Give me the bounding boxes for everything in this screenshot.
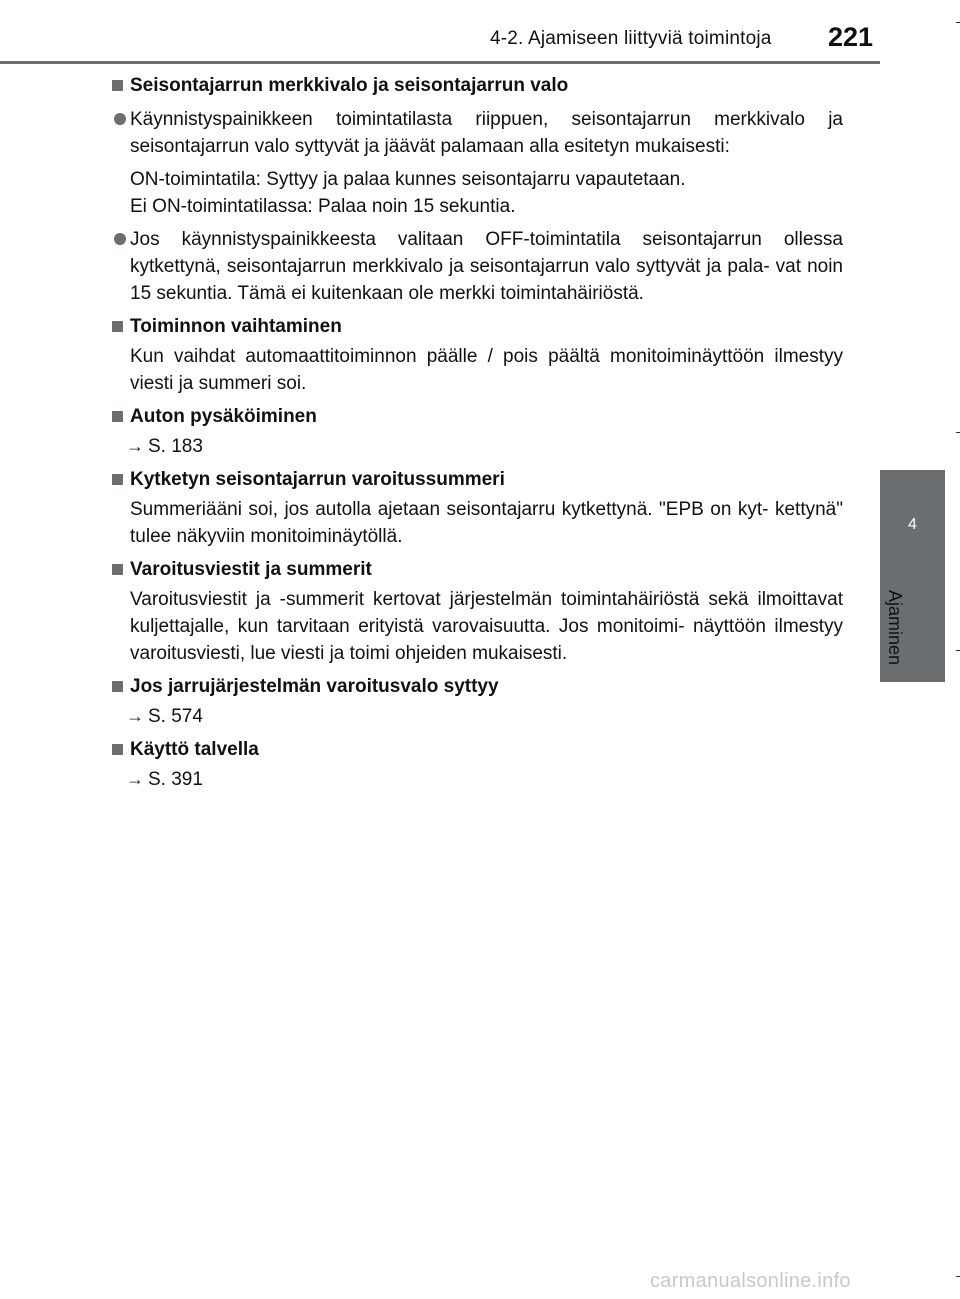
crop-mark-mid-bottom xyxy=(956,650,960,651)
square-bullet-icon xyxy=(112,564,123,575)
round-bullet-icon xyxy=(114,113,126,125)
section-body: Varoitusviestit ja -summerit kertovat järjestelmän toimintahäiriöstä sekä ilmoittavat kuljettajalle, kun tarvitaan erityistä varovaisuutta. Jos monitoimi- näyttöön ilmestyy varoitusviesti, lue viesti ja toimi ohjeiden mukaisesti. xyxy=(130,589,843,664)
section-warning-messages xyxy=(108,556,843,667)
section-brake-warning-buzzer xyxy=(108,466,843,550)
crop-mark-top xyxy=(956,22,960,23)
section-heading xyxy=(108,72,843,100)
heading-text: Kytketyn seisontajarrun varoitussummeri xyxy=(130,469,505,490)
arrow-right-icon: → xyxy=(126,769,144,789)
page-number: 221 xyxy=(828,22,874,52)
round-bullet-icon xyxy=(114,233,126,245)
section-heading xyxy=(108,403,843,431)
list-item xyxy=(108,226,843,307)
mode-off-text: Ei ON-toimintatilassa: Palaa noin 15 sekuntia. xyxy=(130,196,516,217)
watermark: carmanualsonline.info xyxy=(650,1270,851,1292)
page-reference[interactable] xyxy=(108,766,843,793)
crop-mark-mid-top xyxy=(956,432,960,433)
mode-description xyxy=(108,166,843,220)
section-heading xyxy=(108,466,843,494)
section-winter-use xyxy=(108,736,843,793)
page-reference[interactable] xyxy=(108,703,843,730)
square-bullet-icon xyxy=(112,80,123,91)
square-bullet-icon xyxy=(112,681,123,692)
chapter-number: 4 xyxy=(908,516,917,533)
section-heading xyxy=(108,556,843,584)
section-heading xyxy=(108,313,843,341)
header-rule xyxy=(0,61,880,64)
section-brake-warning-light xyxy=(108,673,843,730)
list-item-text: Käynnistyspainikkeen toimintatilasta riippuen, seisontajarrun merkkivalo ja seisontajarrun valo syttyvät ja jäävät palamaan alla esitetyn mukaisesti: xyxy=(130,109,843,157)
section-function-switching xyxy=(108,313,843,397)
page-section-title: 4-2. Ajamiseen liittyviä toimintoja xyxy=(490,28,772,49)
page-reference[interactable] xyxy=(108,433,843,460)
page-reference-text: S. 183 xyxy=(148,436,203,457)
heading-text: Auton pysäköiminen xyxy=(130,406,317,427)
list-item-text: Jos käynnistyspainikkeesta valitaan OFF-toimintatila seisontajarrun ollessa kytkettynä, seisontajarrun merkkivalo ja seisontajarrun valo syttyvät ja pala- vat noin 15 sekuntia. Tämä ei kuitenkaan ole merkki toimintahäiriöstä. xyxy=(130,229,843,304)
heading-text: Toiminnon vaihtaminen xyxy=(130,316,342,337)
arrow-right-icon: → xyxy=(126,706,144,726)
chapter-label: Ajaminen xyxy=(885,590,905,666)
section-parking xyxy=(108,403,843,460)
heading-text: Jos jarrujärjestelmän varoitusvalo syttyy xyxy=(130,676,499,697)
square-bullet-icon xyxy=(112,321,123,332)
section-heading xyxy=(108,673,843,701)
heading-text: Varoitusviestit ja summerit xyxy=(130,559,372,580)
square-bullet-icon xyxy=(112,474,123,485)
square-bullet-icon xyxy=(112,411,123,422)
square-bullet-icon xyxy=(112,744,123,755)
section-heading xyxy=(108,736,843,764)
mode-on-text: ON-toimintatila: Syttyy ja palaa kunnes seisontajarru vapautetaan. xyxy=(130,169,686,190)
section-body: Kun vaihdat automaattitoiminnon päälle / pois päältä monitoiminäyttöön ilmestyy viesti ja summeri soi. xyxy=(130,346,843,394)
crop-mark-bottom xyxy=(956,1276,960,1277)
arrow-right-icon: → xyxy=(126,436,144,456)
page-content xyxy=(108,72,843,793)
page-reference-text: S. 391 xyxy=(148,769,203,790)
heading-text: Seisontajarrun merkkivalo ja seisontajarrun valo xyxy=(130,75,569,96)
section-body: Summeriääni soi, jos autolla ajetaan seisontajarru kytkettynä. "EPB on kyt- kettynä" tulee näkyviin monitoiminäytöllä. xyxy=(130,499,843,547)
page-reference-text: S. 574 xyxy=(148,706,203,727)
section-parking-brake-lights xyxy=(108,72,843,307)
list-item xyxy=(108,106,843,160)
heading-text: Käyttö talvella xyxy=(130,739,259,760)
